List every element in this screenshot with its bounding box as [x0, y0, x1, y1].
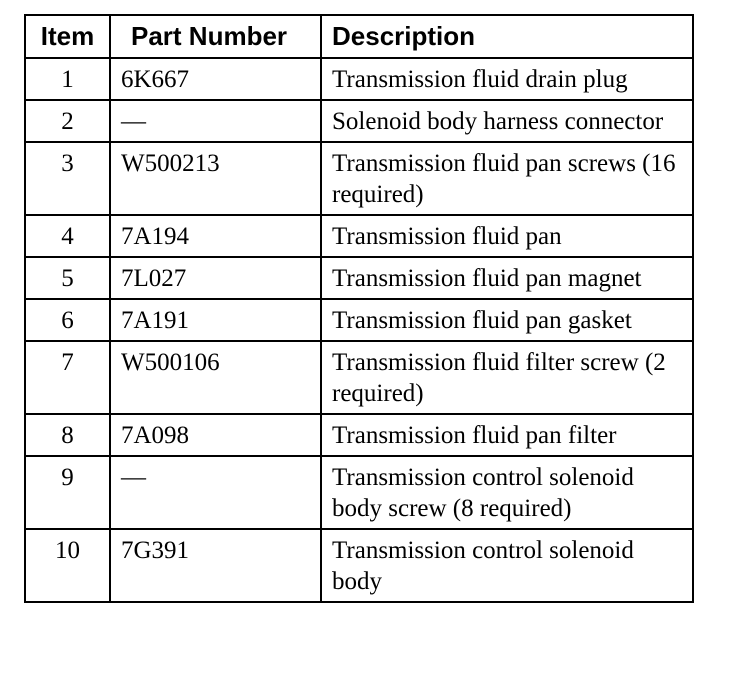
part-number-cell: 7A098: [110, 414, 321, 456]
part-number-cell: W500106: [110, 341, 321, 414]
table-row: [25, 100, 693, 142]
part-number-cell: W500213: [110, 142, 321, 215]
description-cell: Transmission fluid filter screw (2 required): [321, 341, 693, 414]
description-cell: Solenoid body harness connector: [321, 100, 693, 142]
table-row: [25, 215, 693, 257]
description-cell: Transmission fluid pan magnet: [321, 257, 693, 299]
item-cell: 1: [25, 58, 110, 100]
header-item: Item: [25, 15, 110, 58]
item-cell: 7: [25, 341, 110, 414]
parts-table: [24, 14, 694, 603]
part-number-cell: 6K667: [110, 58, 321, 100]
item-cell: 6: [25, 299, 110, 341]
item-cell: 4: [25, 215, 110, 257]
table-row: [25, 414, 693, 456]
description-cell: Transmission fluid pan screws (16 required): [321, 142, 693, 215]
description-cell: Transmission control solenoid body: [321, 529, 693, 602]
item-cell: 5: [25, 257, 110, 299]
table-row: [25, 142, 693, 215]
table-body: [25, 58, 693, 602]
item-cell: 9: [25, 456, 110, 529]
item-cell: 2: [25, 100, 110, 142]
item-cell: 3: [25, 142, 110, 215]
header-part-number: Part Number: [110, 15, 321, 58]
table-row: [25, 257, 693, 299]
item-cell: 8: [25, 414, 110, 456]
description-cell: Transmission fluid pan: [321, 215, 693, 257]
table-row: [25, 341, 693, 414]
table-row: [25, 456, 693, 529]
part-number-cell: —: [110, 100, 321, 142]
part-number-cell: —: [110, 456, 321, 529]
table-row: [25, 299, 693, 341]
description-cell: Transmission control solenoid body screw (8 required): [321, 456, 693, 529]
part-number-cell: 7A194: [110, 215, 321, 257]
table-header: [25, 15, 693, 58]
part-number-cell: 7L027: [110, 257, 321, 299]
table-row: [25, 58, 693, 100]
part-number-cell: 7G391: [110, 529, 321, 602]
table-row: [25, 529, 693, 602]
part-number-cell: 7A191: [110, 299, 321, 341]
header-description: Description: [321, 15, 693, 58]
header-row: [25, 15, 693, 58]
item-cell: 10: [25, 529, 110, 602]
description-cell: Transmission fluid drain plug: [321, 58, 693, 100]
description-cell: Transmission fluid pan filter: [321, 414, 693, 456]
description-cell: Transmission fluid pan gasket: [321, 299, 693, 341]
